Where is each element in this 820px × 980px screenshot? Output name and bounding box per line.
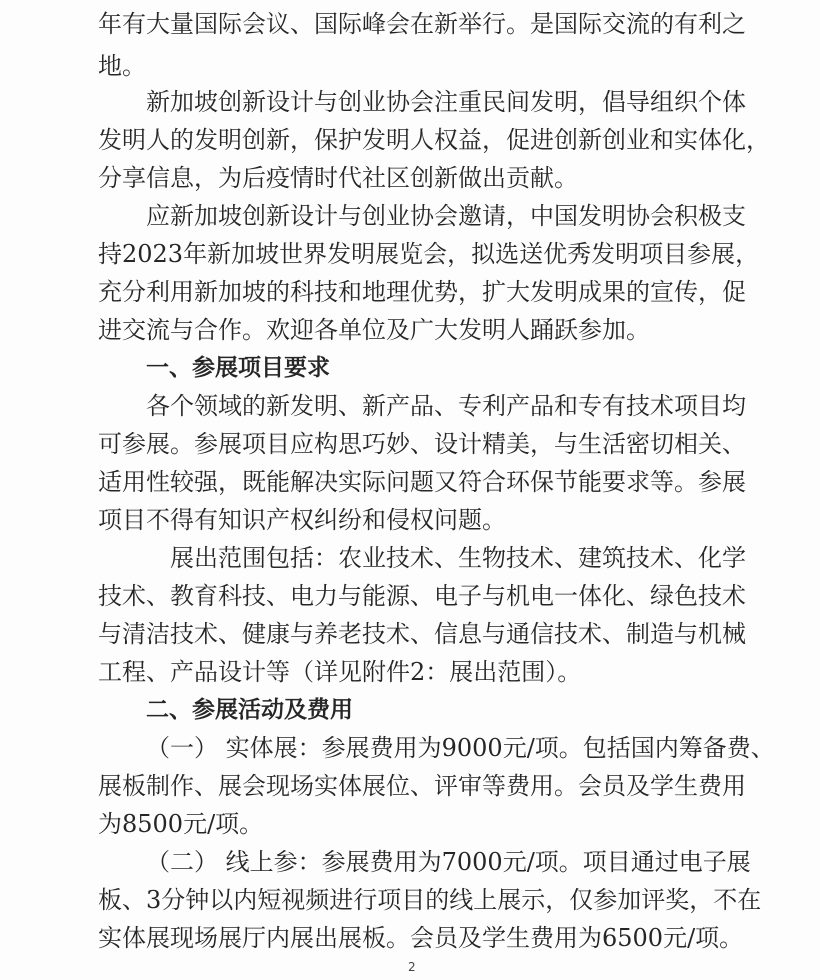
text-line: 地。 — [98, 52, 146, 80]
section-heading-1: 一、参展项目要求 — [146, 355, 330, 381]
text-line: 展板制作、展会现场实体展位、评审等费用。会员及学生费用 — [98, 772, 746, 800]
text-line: 进交流与合作。欢迎各单位及广大发明人踊跃参加。 — [98, 316, 650, 344]
text-line: （一） 实体展：参展费用为9000元/项。包括国内筹备费、 — [146, 734, 775, 762]
section-heading-2: 二、参展活动及费用 — [146, 697, 353, 723]
text-line: 项目不得有知识产权纠纷和侵权问题。 — [98, 506, 506, 534]
text-line: 充分利用新加坡的科技和地理优势，扩大发明成果的宣传，促 — [98, 278, 746, 306]
text-line: 板、3分钟以内短视频进行项目的线上展示，仅参加评奖，不在 — [98, 886, 762, 914]
text-line: 持2023年新加坡世界发明展览会，拟选送优秀发明项目参展， — [98, 240, 760, 268]
text-line: 工程、产品设计等（详见附件2：展出范围）。 — [98, 658, 582, 686]
text-line: 技术、教育科技、电力与能源、电子与机电一体化、绿色技术 — [98, 582, 746, 610]
text-line: 分享信息，为后疫情时代社区创新做出贡献。 — [98, 164, 578, 192]
text-line: 各个领域的新发明、新产品、专利产品和专有技术项目均 — [146, 392, 746, 420]
text-line: 年有大量国际会议、国际峰会在新举行。是国际交流的有利之 — [98, 10, 746, 38]
text-line: 应新加坡创新设计与创业协会邀请，中国发明协会积极支 — [146, 202, 746, 230]
text-line: 与清洁技术、健康与养老技术、信息与通信技术、制造与机械 — [98, 620, 746, 648]
text-line: 发明人的发明创新，保护发明人权益，促进创新创业和实体化， — [98, 126, 770, 154]
text-line: 展出范围包括：农业技术、生物技术、建筑技术、化学 — [170, 544, 746, 572]
text-line: 实体展现场展厅内展出展板。会员及学生费用为6500元/项。 — [98, 924, 744, 952]
text-line: 适用性较强，既能解决实际问题又符合环保节能要求等。参展 — [98, 468, 746, 496]
text-line: 为8500元/项。 — [98, 810, 264, 838]
page-number: 2 — [408, 960, 416, 974]
text-line: （二） 线上参：参展费用为7000元/项。项目通过电子展 — [146, 848, 751, 876]
text-line: 新加坡创新设计与创业协会注重民间发明，倡导组织个体 — [146, 88, 746, 116]
text-line: 可参展。参展项目应构思巧妙、设计精美，与生活密切相关、 — [98, 430, 746, 458]
